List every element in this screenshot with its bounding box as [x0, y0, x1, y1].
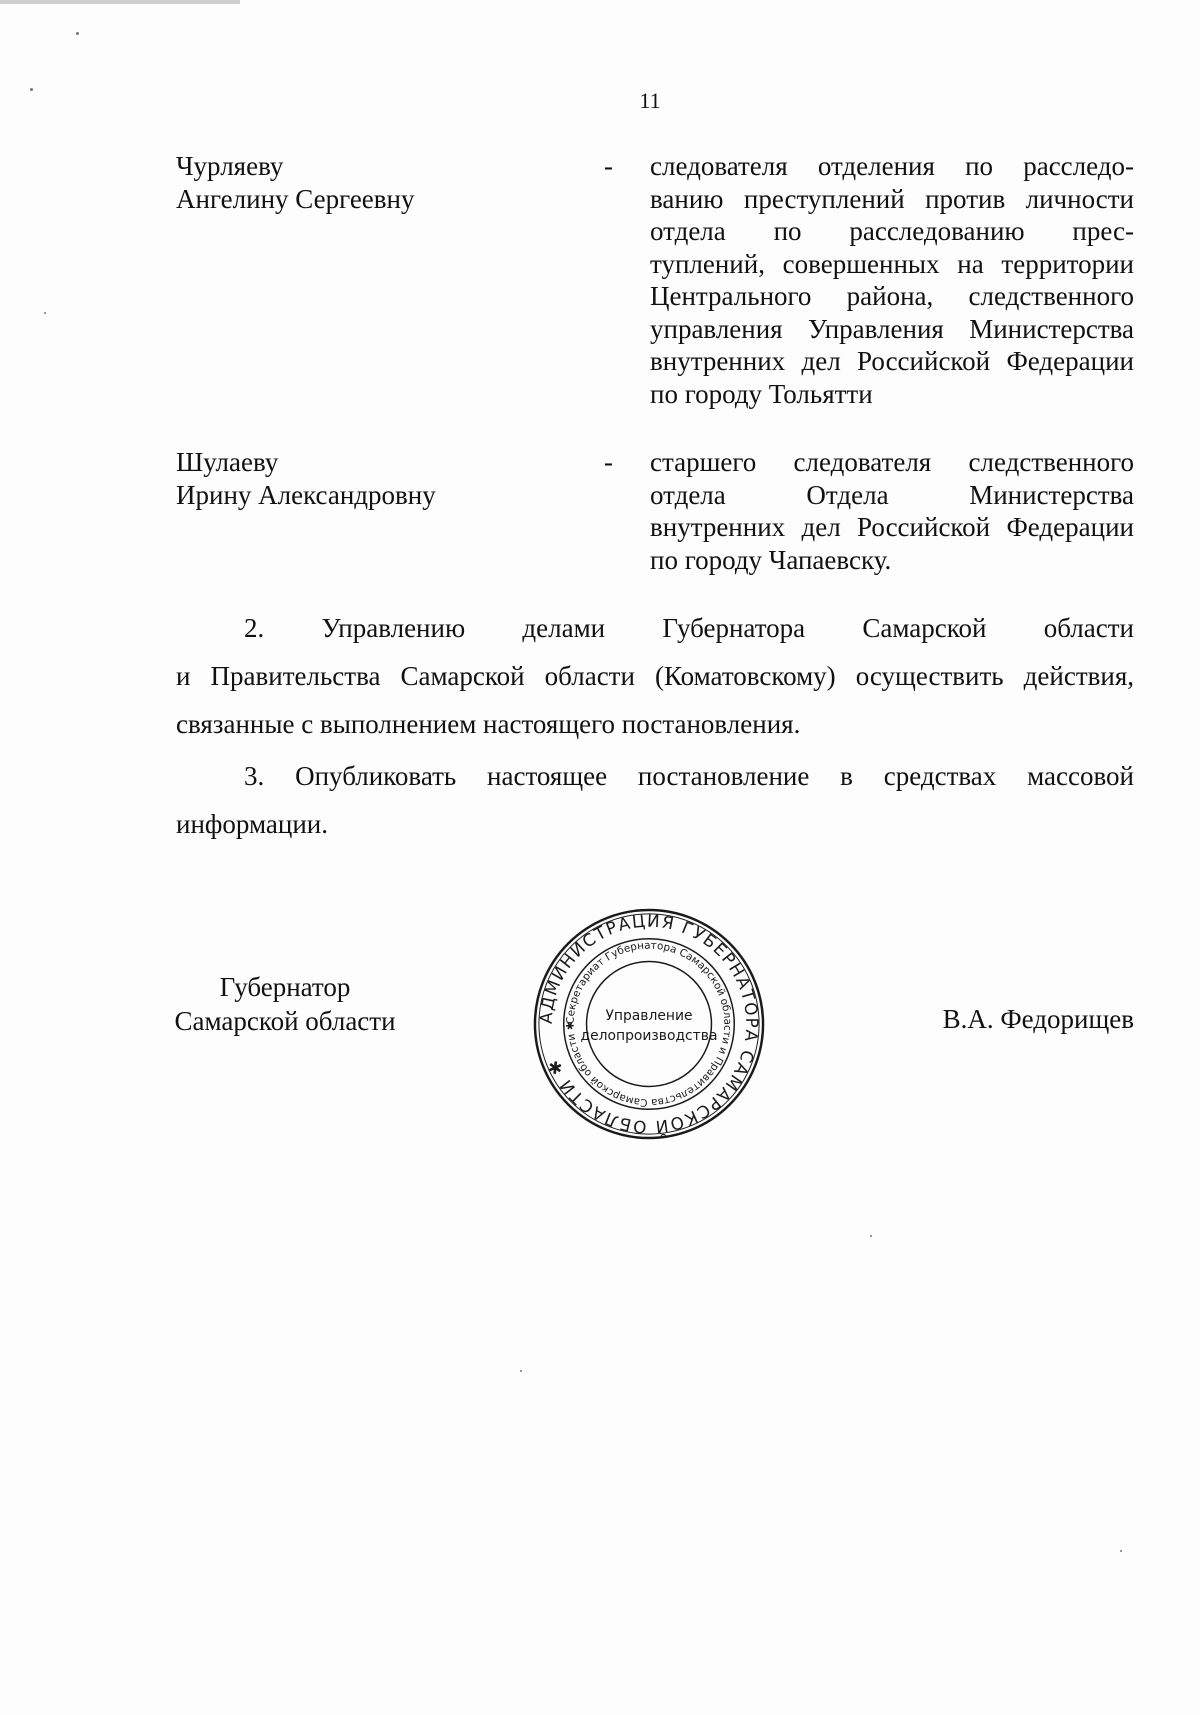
- name-line: Ангелину Сергеевну: [176, 183, 415, 214]
- position-line: внутренних дел Российской Федерации: [650, 512, 1134, 542]
- name-line: Чурляеву: [176, 151, 284, 181]
- name-line: Шулаеву: [176, 447, 279, 477]
- scan-speck: [76, 32, 79, 35]
- paragraph-line: информации.: [176, 809, 328, 839]
- title-line: Самарской области: [174, 1006, 396, 1036]
- seal-inner-text: Секретариат Губернатора Самарской области и Правительства Самарской области ✱: [564, 939, 734, 1109]
- position-line: по городу Тольятти: [650, 378, 873, 409]
- appointee-name: [176, 446, 556, 511]
- scan-speck: [1120, 1550, 1122, 1552]
- position-line: следователя отделения по расследо-: [650, 151, 1134, 181]
- appointee-position: [650, 446, 1134, 576]
- entry-dash: -: [604, 447, 613, 477]
- paragraph-line: 2. Управлению делами Губернатора Самарской области: [244, 613, 1134, 643]
- seal-center-line: Управление: [605, 1008, 693, 1025]
- position-line: управления Управления Министерства: [650, 313, 1134, 344]
- appointee-position: [650, 150, 1134, 410]
- scan-speck: [44, 312, 46, 314]
- scan-speck: [30, 88, 33, 91]
- clause-paragraph: [176, 752, 1134, 848]
- position-line: ванию преступлений против личности: [650, 183, 1134, 214]
- paragraph-line: 3. Опубликовать настоящее постановление в средствах массовой: [244, 761, 1134, 791]
- position-line: Центрального района, следственного: [650, 281, 1134, 311]
- position-line: внутренних дел Российской Федерации: [650, 346, 1134, 376]
- position-line: туплений, совершенных на территории: [650, 248, 1134, 279]
- entry-dash: -: [604, 151, 613, 181]
- scan-speck: [520, 1370, 522, 1372]
- seal-center-line: делопроизводства: [580, 1027, 718, 1044]
- name-line: Ирину Александровну: [176, 479, 436, 510]
- position-line: отдела Отдела Министерства: [650, 479, 1134, 510]
- official-seal: [530, 905, 768, 1143]
- clause-paragraph: [176, 604, 1134, 748]
- scan-speck: [870, 1235, 872, 1237]
- position-line: старшего следователя следственного: [650, 447, 1134, 477]
- signatory-name: В.А. Федорищев: [942, 1004, 1134, 1034]
- paragraph-line: и Правительства Самарской области (Коматовскому) осуществить действия,: [176, 661, 1134, 691]
- page-number: 11: [639, 88, 661, 113]
- title-line: Губернатор: [219, 972, 351, 1002]
- appointee-name: [176, 150, 556, 215]
- position-line: по городу Чапаевску.: [650, 544, 892, 575]
- signatory-title: [150, 970, 420, 1038]
- seal-outer-text: АДМИНИСТРАЦИЯ ГУБЕРНАТОРА САМАРСКОЙ ОБЛАСТИ ✱: [535, 910, 763, 1138]
- paragraph-line: связанные с выполнением настоящего постановления.: [176, 709, 801, 739]
- position-line: отдела по расследованию прес-: [650, 216, 1134, 246]
- scan-edge-mark: [0, 0, 240, 4]
